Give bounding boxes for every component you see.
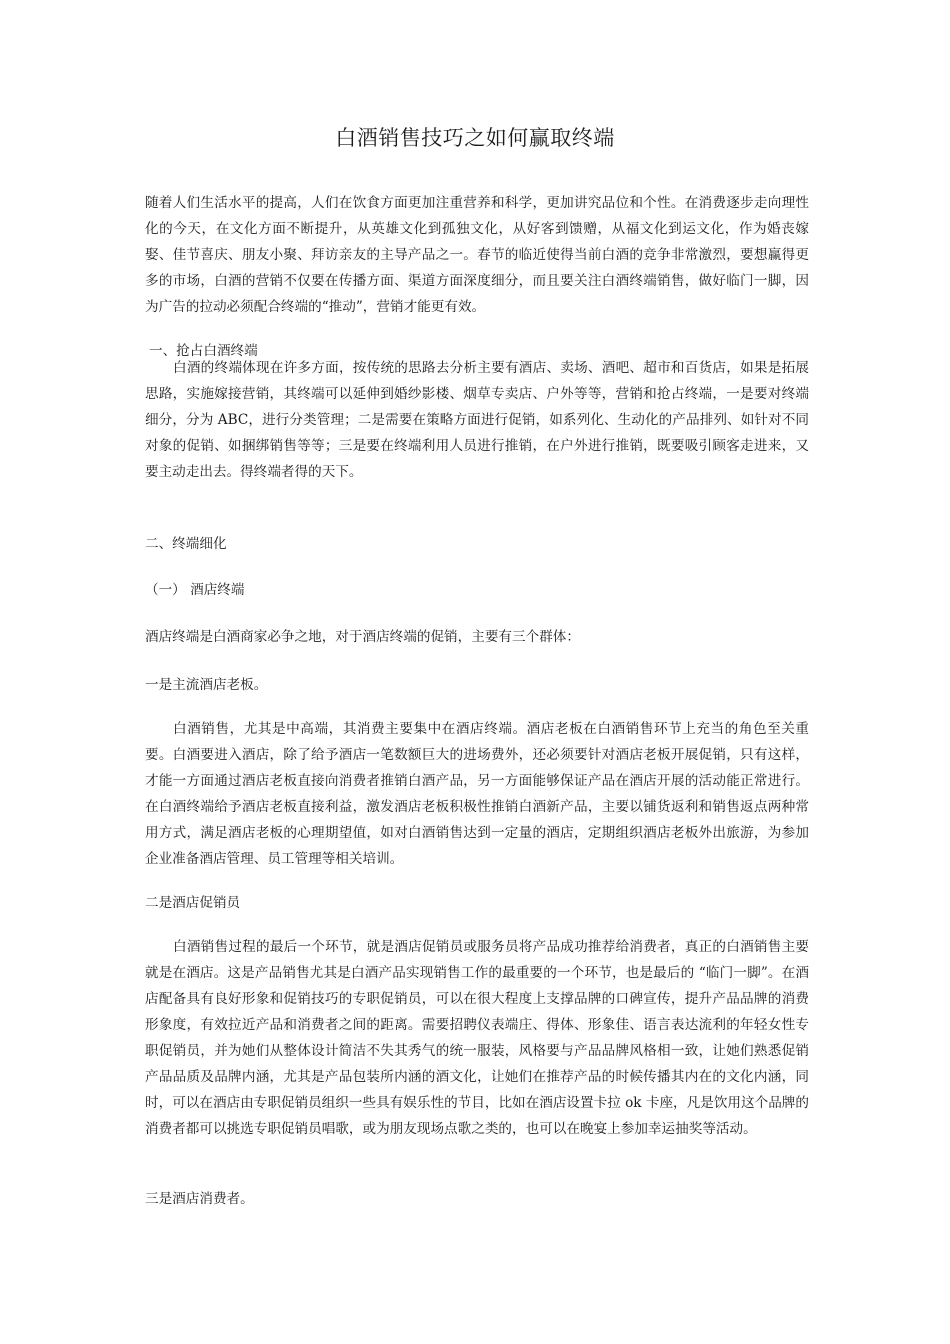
intro-paragraph: 随着人们生活水平的提高，人们在饮食方面更加注重营养和科学，更加讲究品位和个性。在消费逐步走向理性化的今天，在文化方面不断提升，从英雄文化到孤独文化，从好客到馈赠，从福文化到运文化，作为婚丧嫁娶、佳节喜庆、朋友小聚、拜访亲友的主导产品之一。春节的临近使得当前白酒的竞争非常激烈，要想赢得更多的市场，白酒的营销不仅要在传播方面、渠道方面深度细分，而且要关注白酒终端销售，做好临门一脚，因为广告的拉动必须配合终端的“推动”，营销才能更有效。 (145, 195, 809, 315)
subheading-hotel-terminal: （一） 酒店终端 (145, 582, 245, 598)
group-3-title: 三是酒店消费者。 (145, 1191, 254, 1207)
group-2-body: 白酒销售过程的最后一个环节，就是酒店促销员或服务员将产品成功推荐给消费者，真正的白酒销售主要就是在酒店。这是产品销售尤其是白酒产品实现销售工作的最重要的一个环节，也是最后的 “临门一脚”。在酒店配备具有良好形象和促销技巧的专职促销员，可以在很大程度上支撑品牌的口碑宣传，提升产品品牌的消费形象度，有效拉近产品和消费者之间的距离。需要招聘仪表端庄、得体、形象佳、语言表达流利的年轻女性专职促销员，并为她们从整体设计简洁不失其秀气的统一服装，风格要与产品品牌风格相一致，让她们熟悉促销产品品质及品牌内涵，尤其是产品包装所内涵的酒文化，让她们在推荐产品的时候传播其内在的文化内涵，同时，可以在酒店由专职促销员组织一些具有娱乐性的节目，比如在酒店设置卡拉 ok 卡座，凡是饮用这个品牌的消费者都可以挑选专职促销员唱歌，或为朋友现场点歌之类的，也可以在晚宴上参加幸运抽奖等活动。 (145, 939, 809, 1137)
section-1-body: 白酒的终端体现在许多方面，按传统的思路去分析主要有酒店、卖场、酒吧、超市和百货店，如果是拓展思路，实施嫁接营销，其终端可以延伸到婚纱影楼、烟草专卖店、户外等等，营销和抢占终端，一是要对终端细分，分为 ABC，进行分类管理；二是需要在策略方面进行促销，如系列化、生动化的产品排列、如针对不同对象的促销、如捆绑销售等等；三是要在终端利用人员进行推销，在户外进行推销，既要吸引顾客走进来，又要主动走出去。得终端者得的天下。 (145, 360, 809, 480)
group-1-title: 一是主流酒店老板。 (145, 677, 268, 693)
section-heading-1: 一、抢占白酒终端 (149, 343, 258, 359)
document-title: 白酒销售技巧之如何赢取终端 (335, 126, 615, 150)
section-heading-2: 二、终端细化 (145, 536, 227, 552)
group-2-title: 二是酒店促销员 (145, 895, 241, 911)
hotel-intro-paragraph: 酒店终端是白酒商家必争之地，对于酒店终端的促销，主要有三个群体： (145, 629, 580, 645)
group-1-body: 白酒销售，尤其是中高端，其消费主要集中在酒店终端。酒店老板在白酒销售环节上充当的角色至关重要。白酒要进入酒店，除了给予酒店一笔数额巨大的进场费外，还必须要针对酒店老板开展促销，只有这样，才能一方面通过酒店老板直接向消费者推销白酒产品，另一方面能够保证产品在酒店开展的活动能正常进行。在白酒终端给予酒店老板直接利益，激发酒店老板积极性推销白酒新产品，主要以铺货返利和销售返点两种常用方式，满足酒店老板的心理期望值，如对白酒销售达到一定量的酒店，定期组织酒店老板外出旅游，为参加企业准备酒店管理、员工管理等相关培训。 (145, 721, 809, 867)
